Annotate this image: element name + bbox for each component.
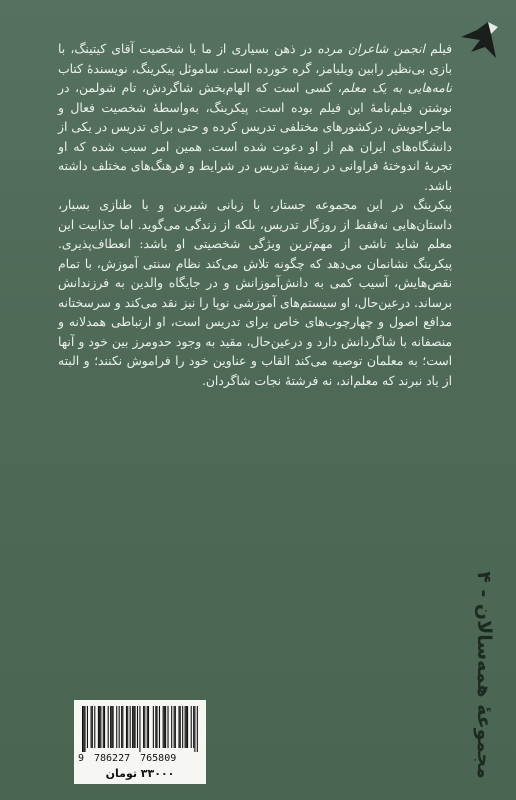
barcode-bar xyxy=(137,706,138,748)
blurb-paragraph-1 xyxy=(58,40,452,196)
barcode-bar xyxy=(167,706,168,748)
barcode-bar xyxy=(165,706,166,748)
barcode-bar xyxy=(92,706,93,748)
isbn-digits xyxy=(78,753,202,764)
barcode-bar xyxy=(126,706,127,748)
blurb-text: ، کسی است که الهام‌بخش شاگردش، تام شولمن، در نوشتن فیلم‌نامهٔ این فیلم بوده است. پیکرینگ، به‌واسطهٔ شخصیت فعال و ماجراجویش، درکشورهای مختلفی تدریس کرده و حتی برای تدریس در یکی از دانشگاه‌های ایران هم از او دعوت شده است. همین امر سبب شده که او تجربهٔ اندوختهٔ فراوانی در زمینهٔ تدریس در شرایط و فرهنگ‌های مختلف داشته باشد. xyxy=(58,81,452,193)
isbn-group-1: 786227 xyxy=(94,753,131,764)
series-label-vertical xyxy=(464,560,504,790)
barcode-bar xyxy=(144,706,145,748)
publisher-logo-icon xyxy=(458,18,500,62)
barcode-bar xyxy=(163,706,164,748)
isbn-prefix: 9 xyxy=(78,753,85,764)
barcode-bars xyxy=(82,706,198,752)
film-title: انجمن شاعران مرده xyxy=(317,42,425,56)
barcode-bar xyxy=(119,706,120,748)
back-cover-blurb xyxy=(58,40,452,391)
barcode-bar xyxy=(143,706,144,748)
barcode-bar xyxy=(130,706,131,748)
barcode-bar xyxy=(186,706,187,748)
barcode-bar xyxy=(175,706,176,748)
barcode-bar xyxy=(159,706,160,748)
barcode-bar xyxy=(98,706,99,748)
barcode-bar xyxy=(84,706,85,752)
barcode-bar xyxy=(87,706,88,748)
barcode-bar xyxy=(197,706,198,752)
barcode-bar xyxy=(148,706,149,748)
isbn-group-2: 765809 xyxy=(140,753,177,764)
barcode-bar xyxy=(113,706,114,748)
barcode-bar xyxy=(155,706,156,748)
barcode-bar xyxy=(178,706,179,748)
barcode-bar xyxy=(104,706,105,748)
blurb-text: در ذهن بسیاری از ما با شخصیت آقای کیتینگ، با بازی بی‌نظیر رابین ویلیامز، گره خورده است. ساموئل پیکرینگ، نویسندهٔ کتاب xyxy=(58,42,452,76)
barcode-bar xyxy=(100,706,101,748)
book-title: نامه‌هایی به یک معلم xyxy=(341,81,453,95)
barcode-bar xyxy=(171,706,172,748)
barcode-bar xyxy=(121,706,122,748)
barcode-bar xyxy=(187,706,188,748)
barcode-bar xyxy=(108,706,109,748)
barcode-bar xyxy=(182,706,183,748)
barcode-bar xyxy=(132,706,133,748)
barcode-bar xyxy=(153,706,154,748)
isbn-barcode xyxy=(74,700,206,784)
barcode-bar xyxy=(135,706,136,748)
barcode-bar xyxy=(191,706,192,748)
barcode-bar xyxy=(180,706,181,748)
barcode-bar xyxy=(193,706,194,748)
barcode-bar xyxy=(156,706,157,748)
barcode-bar xyxy=(103,706,104,748)
barcode-bar xyxy=(83,706,84,752)
barcode-bar xyxy=(194,706,195,752)
barcode-bar xyxy=(133,706,134,748)
barcode-bar xyxy=(127,706,128,748)
barcode-bar xyxy=(91,706,92,748)
blurb-text: فیلم xyxy=(424,42,452,56)
series-label: مجموعهٔ همه‌سالان - ۴ xyxy=(473,571,495,779)
barcode-bar xyxy=(147,706,148,748)
barcode-bar xyxy=(164,706,165,748)
barcode-bar xyxy=(111,706,112,748)
blurb-paragraph-2: پیکرینگ در این مجموعه جستار، با زبانی شیرین و با طنازی بسیار، داستان‌هایی نه‌فقط از روزگار تدریس، بلکه از زندگی می‌گوید. اما جذابیت این معلم شاید ناشی از مهم‌ترین ویژگی شخصیتی او باشد: انعطاف‌پذیری. پیکرینگ نشانمان می‌دهد که چگونه تلاش می‌کند نظام سنتی آموزش، با تمام نقص‌هایش، آسیب کمی به دانش‌آموزانش و در جایگاه والدین به فرزندانش برساند. درعین‌حال، او سیستم‌های آموزشی نوپا را نیز نقد می‌کند و سرسختانه مدافع اصول و چهارچوب‌های خاص برای تدریس است، او ارتباطی همدلانه و منصفانه با شاگردانش دارد و درعین‌حال، مقید به وجود حدومرز بین خود و آنها است؛ به معلمان توصیه می‌کند القاب و عناوین خود را فراموش نکنند؛ و البته از یاد نبرند که معلم‌اند، نه فرشتهٔ نجات شاگردان. xyxy=(58,198,452,388)
barcode-bar xyxy=(174,706,175,748)
barcode-bar xyxy=(94,706,95,748)
barcode-bar xyxy=(139,706,140,752)
barcode-bar xyxy=(110,706,111,748)
barcode-bar xyxy=(99,706,100,748)
barcode-bar xyxy=(185,706,186,748)
barcode-bar xyxy=(116,706,117,748)
barcode-bar xyxy=(82,706,83,752)
price-label: ۳۳۰۰۰ تومان xyxy=(105,767,175,780)
barcode-bar xyxy=(122,706,123,748)
